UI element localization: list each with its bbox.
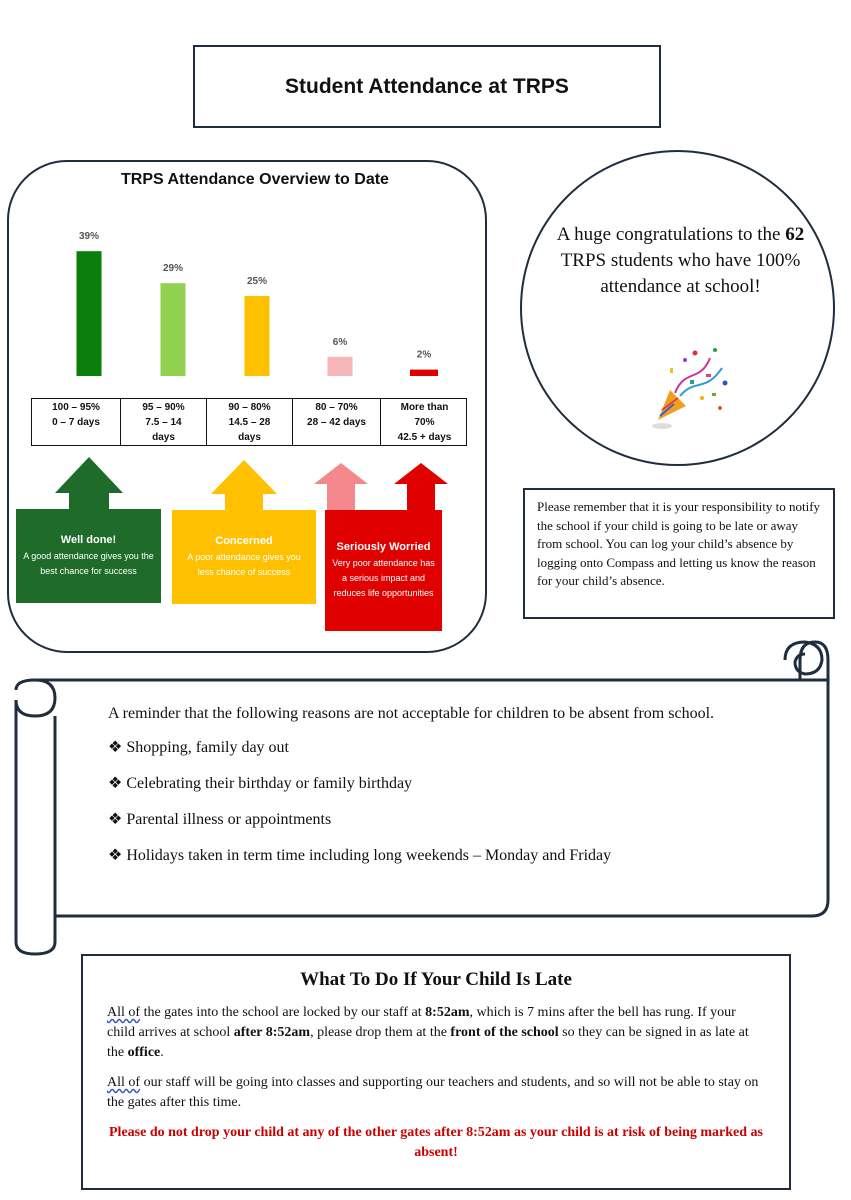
chart-title: TRPS Attendance Overview to Date — [121, 171, 389, 188]
text-run: , which is 7 mins after the bell has rung. If your child arrives at school — [107, 1005, 736, 1040]
bar — [328, 357, 353, 376]
list-item-text: Shopping, family day out — [126, 739, 289, 756]
diamond-bullet-icon: ❖ — [108, 775, 123, 792]
up-arrow-icon — [394, 463, 448, 511]
list-item — [108, 737, 748, 758]
list-item — [108, 809, 748, 830]
chart-bars — [77, 231, 439, 376]
bar-value-label: 2% — [416, 349, 432, 361]
category-label: 100 – 95% 0 – 7 days — [32, 399, 121, 445]
diamond-bullet-icon: ❖ — [108, 811, 123, 828]
bar — [245, 296, 270, 376]
text-run: All of — [107, 1005, 141, 1020]
congrats-count: 62 — [785, 224, 805, 245]
bar-value-label: 25% — [246, 276, 268, 287]
unacceptable-reasons-list — [108, 703, 748, 881]
text-run: the gates into the school are locked by our staff at — [140, 1005, 426, 1020]
congrats-text-end: TRPS students who have 100% attendance at school! — [560, 250, 801, 297]
text-run-bold: 8:52am — [425, 1005, 470, 1020]
bar — [410, 370, 438, 376]
bar — [161, 283, 186, 376]
bar-value-label: 29% — [162, 263, 184, 275]
text-run: , please drop them at the — [310, 1025, 451, 1040]
chart-arrows — [55, 457, 448, 511]
status-box-seriously-worried — [325, 510, 442, 631]
text-run-bold: after 8:52am — [233, 1025, 311, 1040]
status-body: Very poor attendance has a serious impact and reduces life opportunities — [332, 557, 435, 598]
status-body: A good attendance gives you the best chance for success — [23, 550, 154, 576]
bar-value-label: 39% — [78, 231, 100, 243]
category-label: More than 70% 42.5 + days — [397, 402, 452, 443]
late-paragraph-2 — [107, 1073, 765, 1113]
up-arrow-icon — [55, 457, 123, 510]
party-popper-icon — [640, 338, 735, 433]
congratulations-text — [553, 222, 808, 300]
status-heading: Well done! — [60, 533, 117, 546]
status-box-concerned — [172, 510, 316, 604]
text-run: All of — [107, 1075, 141, 1090]
text-run-bold: office — [127, 1045, 161, 1060]
page-title: Student Attendance at TRPS — [193, 45, 661, 128]
category-label: 80 – 70% 28 – 42 days — [293, 399, 381, 445]
status-heading: Seriously Worried — [336, 540, 431, 553]
up-arrow-icon — [314, 463, 368, 511]
list-item-text: Parental illness or appointments — [126, 811, 332, 828]
list-item-text: Celebrating their birthday or family birthday — [126, 775, 413, 792]
late-paragraph-1 — [107, 1003, 765, 1063]
status-heading: Concerned — [215, 534, 273, 547]
reminder-intro: A reminder that the following reasons are not acceptable for children to be absent from school. — [108, 705, 715, 722]
diamond-bullet-icon: ❖ — [108, 739, 123, 756]
text-run: so they can be signed in as late at the — [107, 1025, 749, 1060]
text-run-bold: front of the school — [450, 1025, 559, 1040]
text-run: . — [160, 1045, 164, 1060]
congrats-text-start: A huge congratulations to the — [556, 224, 786, 245]
list-item — [108, 845, 748, 866]
status-body: A poor attendance gives you less chance of success — [187, 551, 301, 577]
late-section-title: What To Do If Your Child Is Late — [300, 969, 572, 990]
up-arrow-icon — [211, 460, 277, 511]
category-label: 95 – 90% 7.5 – 14 days — [121, 399, 207, 445]
status-box-well-done — [16, 509, 161, 603]
late-warning: Please do not drop your child at any of the other gates after 8:52am as your child is at risk of being marked as absent! — [109, 1125, 763, 1160]
bar-value-label: 6% — [332, 336, 348, 348]
category-label: 90 – 80% 14.5 – 28 days — [207, 399, 293, 445]
bar — [77, 251, 102, 376]
list-item — [108, 773, 748, 794]
diamond-bullet-icon: ❖ — [108, 847, 123, 864]
category-table — [31, 398, 467, 446]
text-run: our staff will be going into classes and supporting our teachers and students, and so will not be able to stay on the gates after this time. — [107, 1075, 759, 1110]
list-item-text: Holidays taken in term time including long weekends – Monday and Friday — [126, 847, 612, 864]
late-arrival-section — [81, 954, 791, 1190]
notify-absence-note: Please remember that it is your responsibility to notify the school if your child is going to be late or away from school. You can log your child’s absence by logging onto Compass and letting us know the reason for your child’s absence. — [523, 488, 835, 619]
